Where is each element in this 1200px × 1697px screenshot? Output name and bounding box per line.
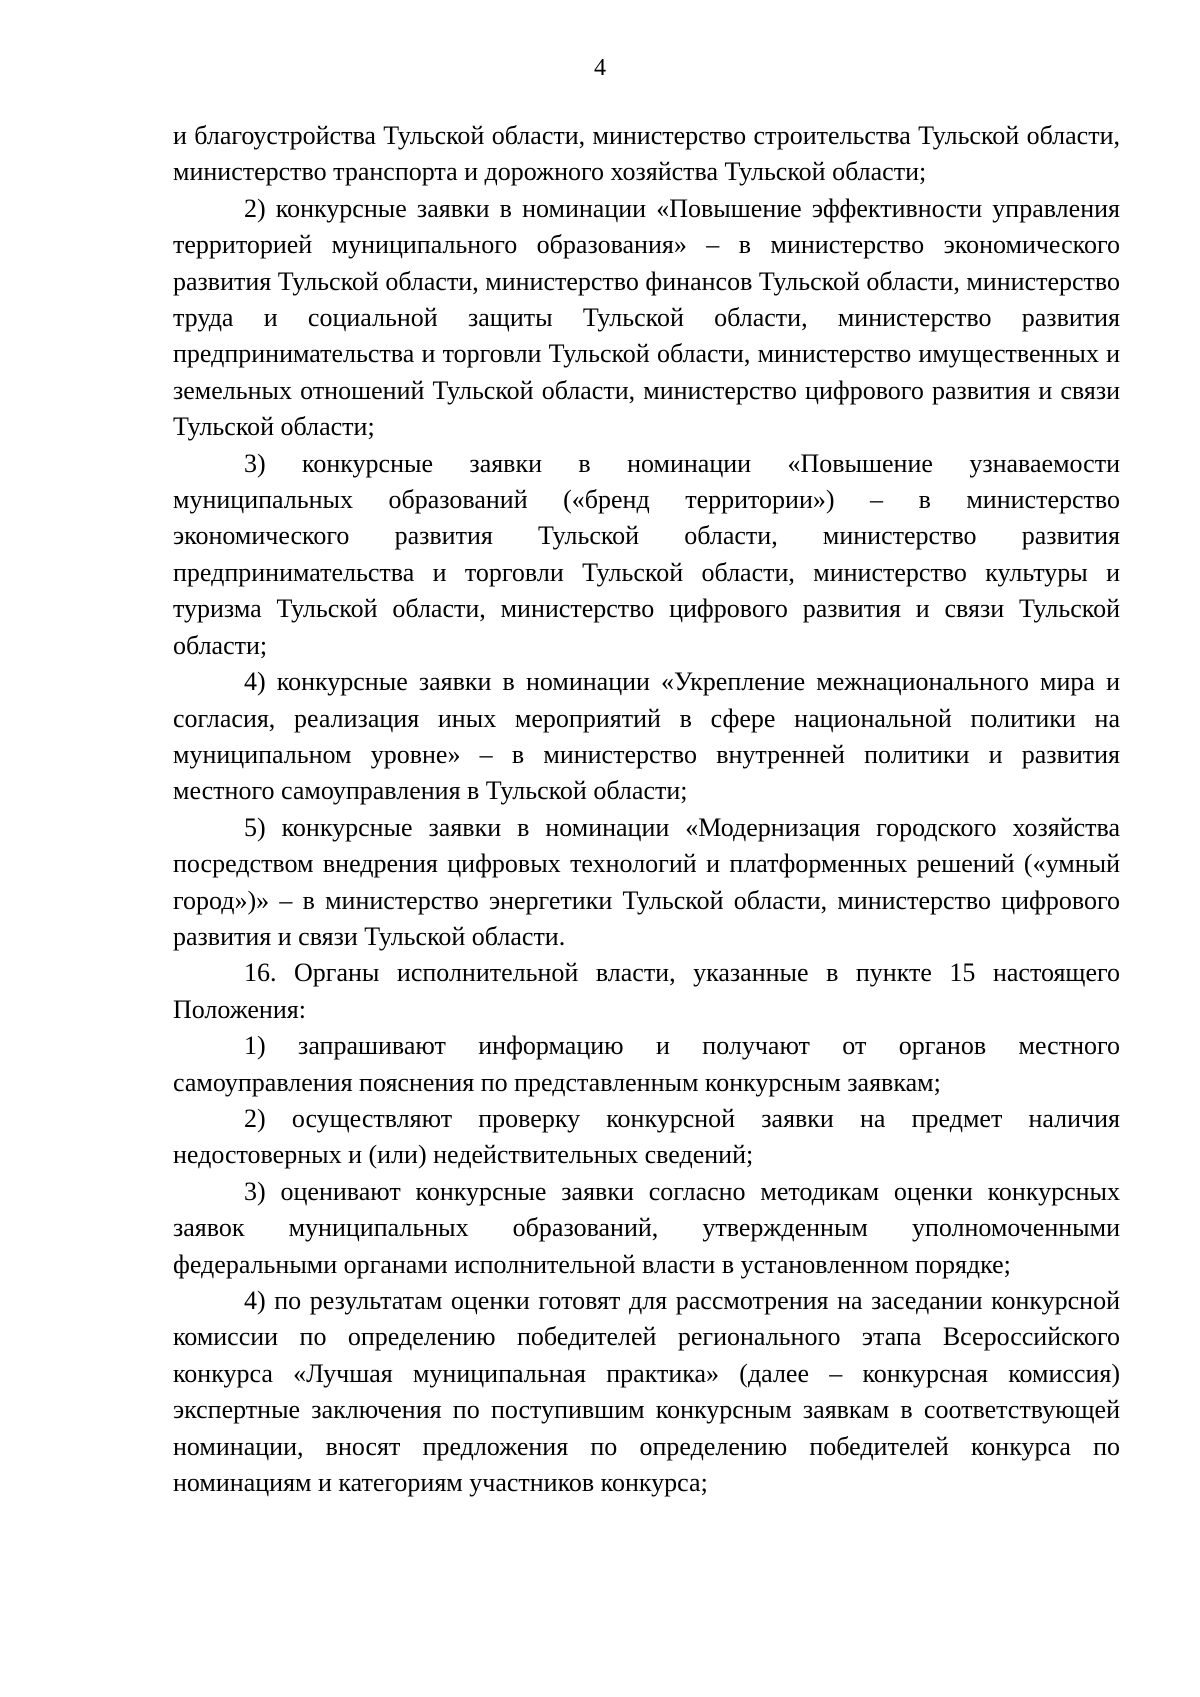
document-body bbox=[173, 118, 1120, 1501]
page-number: 4 bbox=[594, 55, 606, 81]
paragraph-subitem-3: 3) оценивают конкурсные заявки согласно методикам оценки конкурсных заявок муниципальных образований, утвержденным уполномоченными федеральными органами исполнительной власти в установленном порядке; bbox=[173, 1176, 1120, 1279]
paragraph-subitem-1: 1) запрашивают информацию и получают от органов местного самоуправления пояснения по представленным конкурсным заявкам; bbox=[173, 1031, 1120, 1097]
paragraph-item-4: 4) конкурсные заявки в номинации «Укрепление межнационального мира и согласия, реализация иных мероприятий в сфере национальной политики на муниципальном уровне» – в министерство внутренней политики и развития местного самоуправления в Тульской области; bbox=[173, 667, 1120, 806]
paragraph-item-5: 5) конкурсные заявки в номинации «Модернизация городского хозяйства посредством внедрения цифровых технологий и платформенных решений («умный город»)» – в министерство энергетики Тульской области, министерство цифрового развития и связи Тульской области. bbox=[173, 812, 1120, 951]
paragraph-subitem-2: 2) осуществляют проверку конкурсной заявки на предмет наличия недостоверных и (или) недействительных сведений; bbox=[173, 1103, 1120, 1170]
paragraph-subitem-4: 4) по результатам оценки готовят для рассмотрения на заседании конкурсной комиссии по определению победителей регионального этапа Всероссийского конкурса «Лучшая муниципальная практика» (далее – конкурсная комиссия) экспертные заключения по поступившим конкурсным заявкам в соответствующей номинации, вносят предложения по определению победителей конкурса по номинациям и категориям участников конкурса; bbox=[173, 1286, 1120, 1498]
paragraph-clause-16: 16. Органы исполнительной власти, указанные в пункте 15 настоящего Положения: bbox=[173, 958, 1120, 1024]
paragraph-item-2: 2) конкурсные заявки в номинации «Повышение эффективности управления территорией муниципального образования» – в министерство экономического развития Тульской области, министерство финансов Тульской области, министерство труда и социальной защиты Тульской области, министерство развития предпринимательства и торговли Тульской области, министерство имущественных и земельных отношений Тульской области, министерство цифрового развития и связи Тульской области; bbox=[173, 193, 1120, 442]
paragraph-item-3: 3) конкурсные заявки в номинации «Повышение узнаваемости муниципальных образований («бренд территории») – в министерство экономического развития Тульской области, министерство развития предпринимательства и торговли Тульской области, министерство культуры и туризма Тульской области, министерство цифрового развития и связи Тульской области; bbox=[173, 448, 1120, 660]
paragraph-continuation: и благоустройства Тульской области, министерство строительства Тульской области, министерство транспорта и дорожного хозяйства Тульской области; bbox=[173, 121, 1120, 187]
